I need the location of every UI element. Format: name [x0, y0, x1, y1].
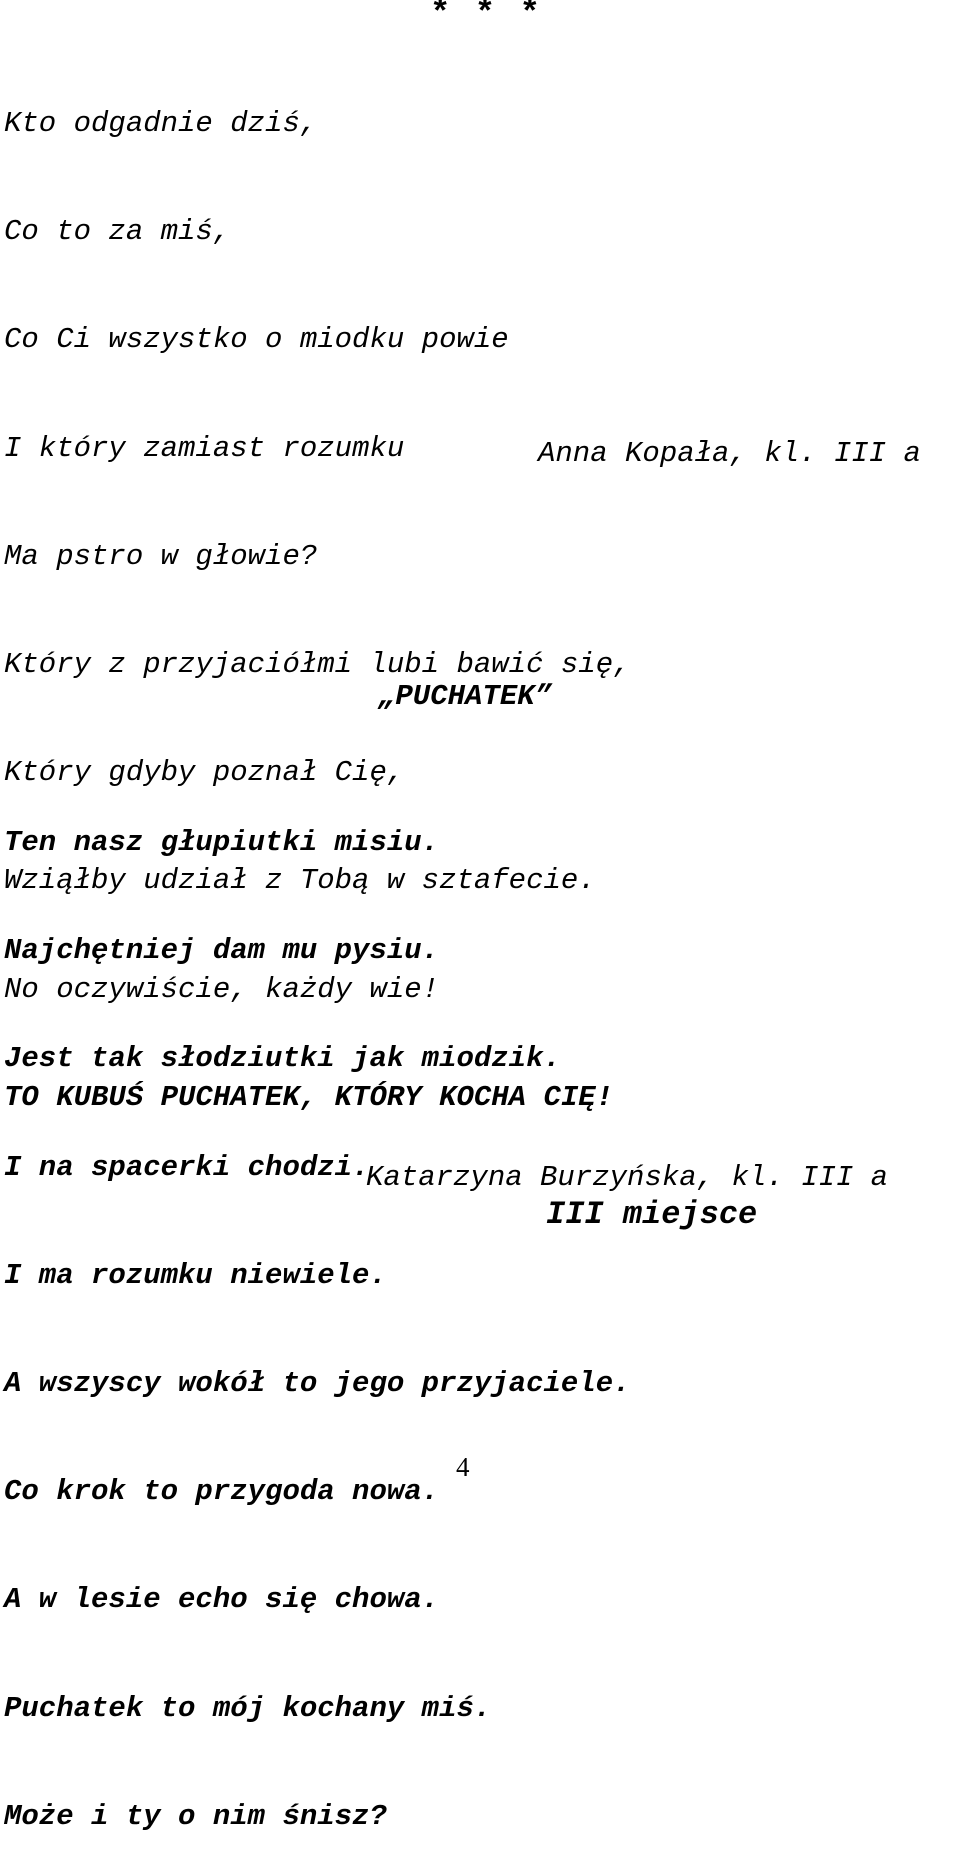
poem-line: A w lesie echo się chowa.: [4, 1583, 440, 1617]
poem-line: Który z przyjaciółmi lubi bawić się,: [4, 647, 631, 681]
poem-final-line: TO KUBUŚ PUCHATEK, KTÓRY KOCHA CIĘ!: [4, 1080, 614, 1114]
poem-line: I ma rozumku niewiele.: [4, 1258, 387, 1292]
poem-line: Puchatek to mój kochany miś.: [4, 1691, 492, 1725]
poem-puchatek: [4, 753, 631, 1871]
poem-line: I na spacerki chodzi.: [4, 1150, 370, 1184]
poem-line: Co Ci wszystko o miodku powie: [4, 323, 509, 357]
poem-line: Ma pstro w głowie?: [4, 539, 318, 573]
page-number: 4: [456, 1452, 470, 1482]
poem-line: No oczywiście, każdy wie!: [4, 972, 440, 1006]
poem-line: A wszyscy wokół to jego przyjaciele.: [4, 1366, 631, 1400]
poem-author-signature: Katarzyna Burzyńska, kl. III a: [366, 1161, 889, 1194]
poem-line: Może i ty o nim śnisz?: [4, 1799, 387, 1833]
poem-line: Kto odgadnie dziś,: [4, 107, 318, 140]
poem-line: I który zamiast rozumku: [4, 431, 405, 465]
poem-line: Co to za miś,: [4, 215, 231, 249]
award-place: III miejsce: [546, 1196, 758, 1233]
poem-line: Który gdyby poznał Cię,: [4, 756, 405, 790]
poem-author-signature: Anna Kopała, kl. III a: [538, 437, 921, 470]
poem-line: Najchętniej dam mu pysiu.: [4, 934, 440, 968]
poem-line: Jest tak słodziutki jak miodzik.: [4, 1042, 561, 1076]
poem-line: Ten nasz głupiutki misiu.: [4, 826, 440, 859]
poem-line: Wziąłby udział z Tobą w sztafecie.: [4, 864, 596, 898]
section-separator-stars: * * *: [430, 0, 543, 34]
poem-title: „PUCHATEK”: [378, 680, 553, 713]
poem-line: Co krok to przygoda nowa.: [4, 1475, 440, 1509]
